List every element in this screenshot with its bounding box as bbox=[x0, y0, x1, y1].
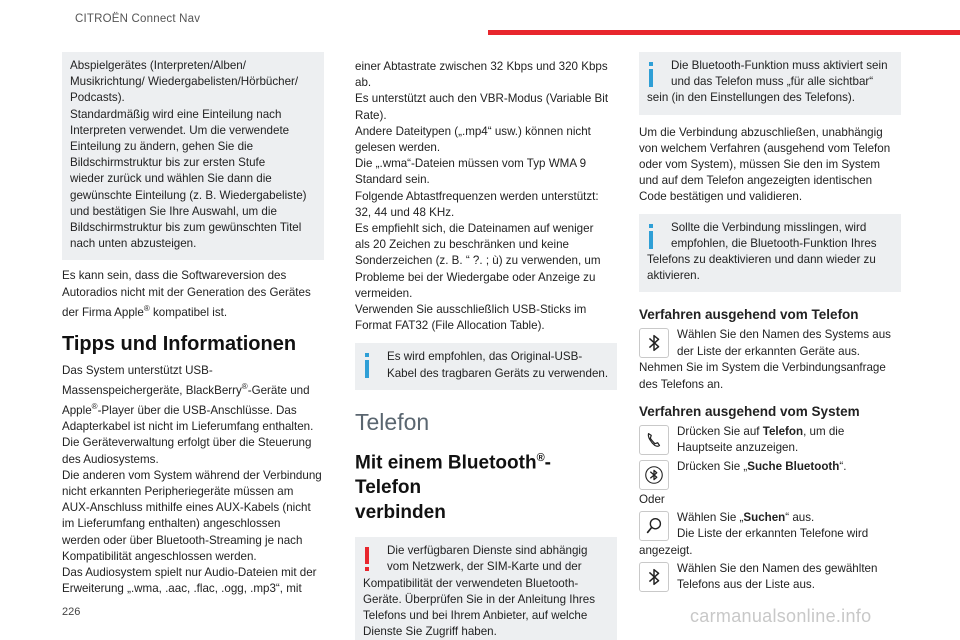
para-line: im Lieferumfang enthalten) angeschlossen bbox=[62, 517, 281, 531]
services-warning-note bbox=[355, 537, 617, 640]
note-line: und das Telefon muss „für alle sichtbar“ bbox=[671, 75, 874, 89]
phone-step: Wählen Sie den Namen des Systems aus der Liste der erkannten Geräte aus. Nehmen Sie im System die Verbindungsanfrage des Telefons an. bbox=[639, 328, 891, 391]
box-line: Podcasts). bbox=[70, 91, 125, 105]
info-box-playlist bbox=[62, 52, 324, 260]
para-line: Die „.wma“-Dateien müssen vom Typ WMA 9 bbox=[355, 157, 587, 171]
para-line: Apple®-Player über die USB-Anschlüsse. Das bbox=[62, 402, 297, 418]
para-line: Probleme bei der Wiedergabe oder Anzeige zu bbox=[355, 270, 596, 284]
bluetooth-heading: Mit einem Bluetooth®-Telefon verbinden bbox=[355, 451, 551, 524]
box-line: Interpreten verwendet. Um die verwendete bbox=[70, 123, 290, 137]
info-icon bbox=[645, 60, 659, 88]
para-line: werden oder über Bluetooth-Streaming je nach bbox=[62, 533, 303, 547]
para-line: Das Audiosystem spielt nur Audio-Dateien mit der bbox=[62, 566, 317, 580]
note-line: Kompatibilität der verwendeten Bluetooth- bbox=[363, 576, 579, 590]
para-line: Autoradios nicht mit der Generation des Gerätes bbox=[62, 285, 311, 299]
para-line: Die Geräteverwaltung erfolgt über die Steuerung bbox=[62, 436, 312, 450]
header-title: CITROËN Connect Nav bbox=[75, 13, 201, 25]
para-line: Adapterkabel ist nicht im Lieferumfang enthalten. bbox=[62, 420, 314, 434]
para-line: einer Abtastrate zwischen 32 Kbps und 320 Kbps bbox=[355, 60, 608, 73]
column-1 bbox=[62, 52, 324, 597]
bluetooth-icon bbox=[639, 328, 669, 358]
box-line: wieder zurück und wählen Sie dann die bbox=[70, 172, 272, 186]
note-line: empfohlen, die Bluetooth-Funktion Ihres bbox=[671, 236, 877, 250]
para-line: vermeiden. bbox=[355, 286, 413, 300]
note-line: Geräte. Überprüfen Sie in der Anleitung Ihres bbox=[363, 592, 596, 606]
tips-heading: Tipps und Informationen bbox=[62, 332, 297, 355]
info-icon bbox=[361, 351, 375, 379]
para-line: Andere Dateitypen („.mp4“ usw.) können nicht bbox=[355, 124, 591, 138]
usb-cable-note bbox=[355, 343, 617, 389]
box-line: Bildschirmstruktur bis zum gewünschten Titel bbox=[70, 221, 302, 235]
bluetooth-search-icon bbox=[639, 460, 669, 490]
audio-format-paragraph bbox=[355, 59, 617, 334]
box-line: Standardmäßig wird eine Einteilung nach bbox=[70, 107, 282, 121]
info-icon bbox=[645, 222, 659, 250]
para-line: der Firma Apple® kompatibel ist. bbox=[62, 303, 228, 319]
para-line: Rate). bbox=[355, 108, 387, 122]
bluetooth-icon bbox=[639, 562, 669, 592]
para-line: des Audiosystems. bbox=[62, 452, 159, 466]
note-line: Dienste Sie Zugriff haben. bbox=[363, 625, 497, 639]
from-phone-heading: Verfahren ausgehend vom Telefon bbox=[639, 307, 859, 323]
box-line: Musikrichtung/ Wiedergabelisten/Hörbücher/ bbox=[70, 75, 299, 89]
para-line: Um die Verbindung abzuschließen, unabhängig bbox=[639, 125, 883, 139]
tips-paragraph bbox=[62, 363, 324, 598]
connection-paragraph bbox=[639, 125, 901, 206]
box-line: nach unten abzusteigen. bbox=[70, 237, 197, 251]
note-line: Die Bluetooth-Funktion muss aktiviert sein bbox=[671, 59, 888, 72]
para-line: Massenspeichergeräte, BlackBerry®-Geräte und bbox=[62, 382, 310, 397]
para-line: nicht erkannten Peripheriegeräte müssen am bbox=[62, 485, 294, 499]
note-line: Sollte die Verbindung misslingen, wird bbox=[671, 220, 867, 234]
note-line: Telefons zu deaktivieren und dann wieder zu bbox=[647, 253, 876, 267]
box-line: Bildschirmstruktur bis zur ersten Stufe bbox=[70, 156, 266, 170]
para-line: Es empfiehlt sich, die Dateinamen auf weniger bbox=[355, 222, 594, 236]
para-line: oder vom System), müssen Sie den im System bbox=[639, 158, 880, 172]
chapter-heading: Telefon bbox=[355, 408, 430, 435]
note-line: Telefons und bei Ihrem Anbieter, auf welche bbox=[363, 609, 588, 622]
para-line: von welchem Verfahren (ausgehend vom Telefon bbox=[639, 141, 891, 155]
page-number: 226 bbox=[62, 606, 81, 618]
system-step-telefon: Drücken Sie auf Telefon, um die Hauptseite anzuzeigen. bbox=[639, 424, 901, 456]
warning-icon bbox=[361, 545, 375, 573]
watermark: carmanualsonline.info bbox=[690, 606, 872, 626]
para-line: Verwenden Sie ausschließlich USB-Sticks im bbox=[355, 303, 587, 317]
para-line: Die anderen vom System während der Verbindung bbox=[62, 468, 322, 482]
para-line: ab. bbox=[355, 76, 372, 90]
column-3 bbox=[639, 52, 901, 594]
system-step-search-bluetooth: Drücken Sie „Suche Bluetooth“. Oder bbox=[639, 459, 847, 506]
para-line: Erweiterung „.wma, .aac, .flac, .ogg, .mp3“, mit bbox=[62, 582, 302, 596]
note-line: Die verfügbaren Dienste sind abhängig bbox=[387, 544, 588, 558]
para-line: Format FAT32 (File Allocation Table). bbox=[355, 319, 545, 333]
para-line: Folgende Abtastfrequenzen werden unterstützt: bbox=[355, 189, 599, 203]
para-line: Standard sein. bbox=[355, 173, 430, 187]
para-line: und auf dem Telefon angezeigten identischen bbox=[639, 174, 873, 188]
page-header bbox=[0, 0, 960, 40]
para-line: Es unterstützt auch den VBR-Modus (Variable Bit bbox=[355, 92, 609, 106]
column-2 bbox=[355, 52, 617, 640]
box-line: Einteilung zu ändern, gehen Sie die bbox=[70, 140, 254, 154]
para-line: Kompatibilität angeschlossen werden. bbox=[62, 549, 257, 563]
note-line: sein (in den Einstellungen des Telefons). bbox=[647, 91, 855, 105]
box-line: und bestätigen Sie Ihre Auswahl, um die bbox=[70, 204, 277, 218]
system-step-select-phone: Wählen Sie den Namen des gewählten Telefons aus der Liste aus. bbox=[639, 561, 901, 593]
bluetooth-visible-note bbox=[639, 52, 901, 115]
search-icon bbox=[639, 511, 669, 541]
box-line: gewünschte Einteilung (z. B. Wiedergabeliste) bbox=[70, 188, 307, 202]
para-line: Code bestätigen und validieren. bbox=[639, 190, 803, 204]
para-line: gelesen werden. bbox=[355, 141, 441, 155]
apple-compat-paragraph bbox=[62, 268, 324, 320]
note-line: Kabel des tragbaren Geräts zu verwenden. bbox=[387, 366, 609, 380]
connection-failed-note bbox=[639, 214, 901, 293]
para-line: Es kann sein, dass die Softwareversion des bbox=[62, 269, 287, 283]
para-line: Sonderzeichen (z. B. “ ?. ; ù) zu verwenden, um bbox=[355, 254, 601, 268]
para-line: AUX-Anschluss mithilfe eines AUX-Kabels (nicht bbox=[62, 501, 311, 515]
para-line: als 20 Zeichen zu beschränken und keine bbox=[355, 238, 569, 252]
box-line: Abspielgerätes (Interpreten/Alben/ bbox=[70, 59, 246, 72]
system-step-search: Wählen Sie „Suchen“ aus. Die Liste der erkannten Telefone wird angezeigt. bbox=[639, 511, 869, 558]
phone-icon bbox=[639, 425, 669, 455]
note-line: aktivieren. bbox=[647, 269, 700, 283]
para-line: Das System unterstützt USB- bbox=[62, 363, 213, 377]
note-line: vom Netzwerk, der SIM-Karte und der bbox=[387, 560, 582, 574]
header-accent-bar bbox=[488, 30, 960, 35]
from-system-heading: Verfahren ausgehend vom System bbox=[639, 403, 860, 419]
note-line: Es wird empfohlen, das Original-USB- bbox=[387, 350, 583, 364]
para-line: 32, 44 und 48 KHz. bbox=[355, 205, 455, 219]
